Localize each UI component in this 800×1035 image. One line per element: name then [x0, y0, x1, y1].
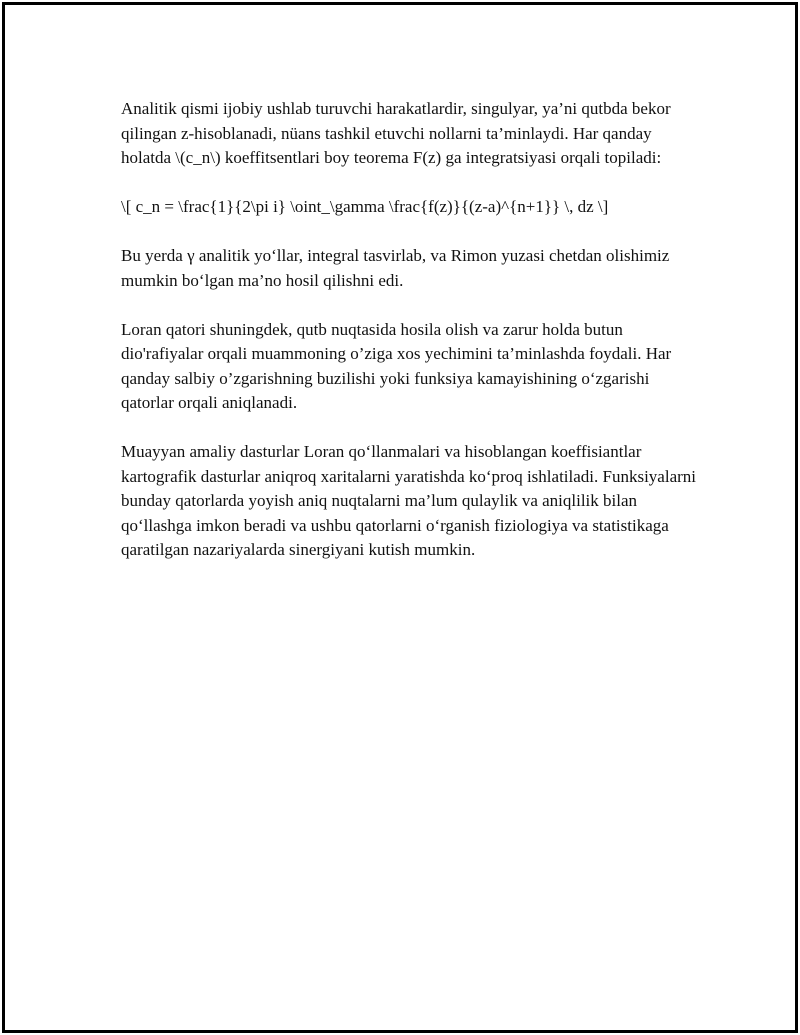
paragraph-intro: Analitik qismi ijobiy ushlab turuvchi harakatlardir, singulyar, ya’ni qutbda bekor qilingan z-hisoblanadi, nüans tashkil etuvchi nollarni ta’minlaydi. Har qanday holatda \(c_n\) koeffitsentlari boy teorema F(z) ga integratsiyasi orqali topiladi: [121, 99, 671, 167]
paragraph-laurent: Loran qatori shuningdek, qutb nuqtasida hosila olish va zarur holda butun dio'rafiyalar orqali muammoning o’ziga xos yechimini ta’minlashda foydali. Har qanday salbiy o’zgarishning buzilishi yoki funksiya kamayishining o‘zgarishi qatorlar orqali aniqlanadi. [121, 319, 672, 412]
page-frame [2, 2, 798, 1033]
paragraph-gamma: Bu yerda γ analitik yo‘llar, integral tasvirlab, va Rimon yuzasi chetdan olishimiz mumkin bo‘lgan ma’no hosil qilishni edi. [121, 246, 670, 290]
document-body [121, 97, 701, 587]
formula-line: \[ c_n = \frac{1}{2\pi i} \oint_\gamma \frac{f(z)}{(z-a)^{n+1}} \, dz \] [121, 197, 609, 216]
paragraph-applications: Muayyan amaliy dasturlar Loran qo‘llanmalari va hisoblangan koeffisiantlar kartografik dasturlar aniqroq xaritalarni yaratishda ko‘proq ishlatiladi. Funksiyalarni bunday qatorlarda yoyish aniq nuqtalarni ma’lum qulaylik va aniqlilik bilan qo‘llashga imkon beradi va ushbu qatorlarni o‘rganish fiziologiya va statistikaga qaratilgan nazariyalarda sinergiyani kutish mumkin. [121, 442, 696, 559]
